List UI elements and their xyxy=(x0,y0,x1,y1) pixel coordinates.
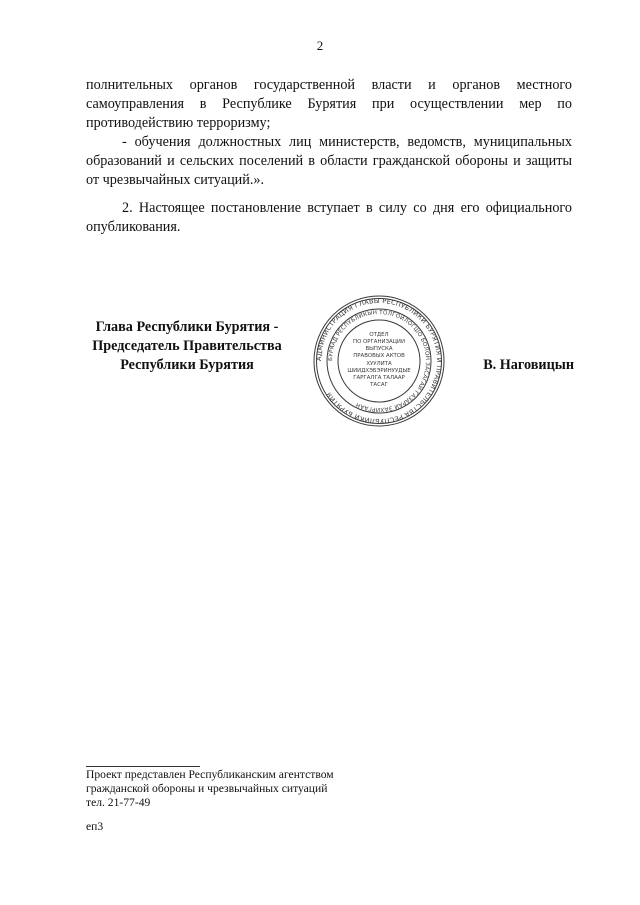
seal-inner-text: БУРЯАД РЕСПУБЛИКЫН ТОЛГОЙЛОГШО БОЛОН ЗАСАГАЙ ГАЗАРАЙ ЗАХИРГААН xyxy=(327,309,431,413)
signatory-position-line: Республики Бурятия xyxy=(120,357,254,373)
effective-date-paragraph: 2. Настоящее постановление вступает в силу со дня его официального опубликования. xyxy=(86,200,572,235)
seal-center-line: ОТДЕЛ xyxy=(369,332,389,338)
footnote-line: гражданской обороны и чрезвычайных ситуаций xyxy=(86,782,328,795)
seal-center-line: ШИИДХЭБЭРИНУУДЫЕ xyxy=(347,368,411,374)
signatory-position xyxy=(72,318,302,375)
text-continuation xyxy=(86,76,572,133)
footnote-line: Проект представлен Республиканским агентством xyxy=(86,768,334,781)
seal-center-line: ГАРГАЛГА ТАЛААР xyxy=(353,375,405,381)
signatory-name: В. Наговицын xyxy=(483,357,574,373)
page-number: 2 xyxy=(316,38,324,53)
seal-center-line: ВЫПУСКА xyxy=(365,346,393,352)
text-clause xyxy=(86,133,572,190)
seal-center-line: ПРАВОВЫХ АКТОВ xyxy=(353,353,405,359)
footnote-divider xyxy=(86,766,200,767)
clause-paragraph: - обучения должностных лиц министерств, ведомств, муниципальных образований и сельских поселений в области гражданской обороны и защиты от чрезвычайных ситуаций.». xyxy=(86,134,572,188)
seal-center-line: ТАСАГ xyxy=(370,382,388,388)
official-seal xyxy=(312,294,446,428)
text-paragraph-2 xyxy=(86,199,572,237)
signatory-position-line: Глава Республики Бурятия - xyxy=(95,319,279,335)
continuation-paragraph: полнительных органов государственной власти и органов местного самоуправления в Республике Бурятия при осуществлении мер по противодействию терроризму; xyxy=(86,77,572,131)
document-code: еп3 xyxy=(86,820,104,833)
signatory-position-line: Председатель Правительства xyxy=(92,338,282,354)
seal-center-line: ПО ОРГАНИЗАЦИИ xyxy=(353,339,405,345)
footnote-line: тел. 21-77-49 xyxy=(86,796,151,809)
seal-center-line: ХУУЛИТА xyxy=(366,361,392,367)
seal-outer-text: АДМИНИСТРАЦИЯ ГЛАВЫ РЕСПУБЛИКИ БУРЯТИЯ И ПРАВИТЕЛЬСТВА РЕСПУБЛИКИ БУРЯТИЯ xyxy=(314,296,444,426)
footnote xyxy=(86,768,406,810)
